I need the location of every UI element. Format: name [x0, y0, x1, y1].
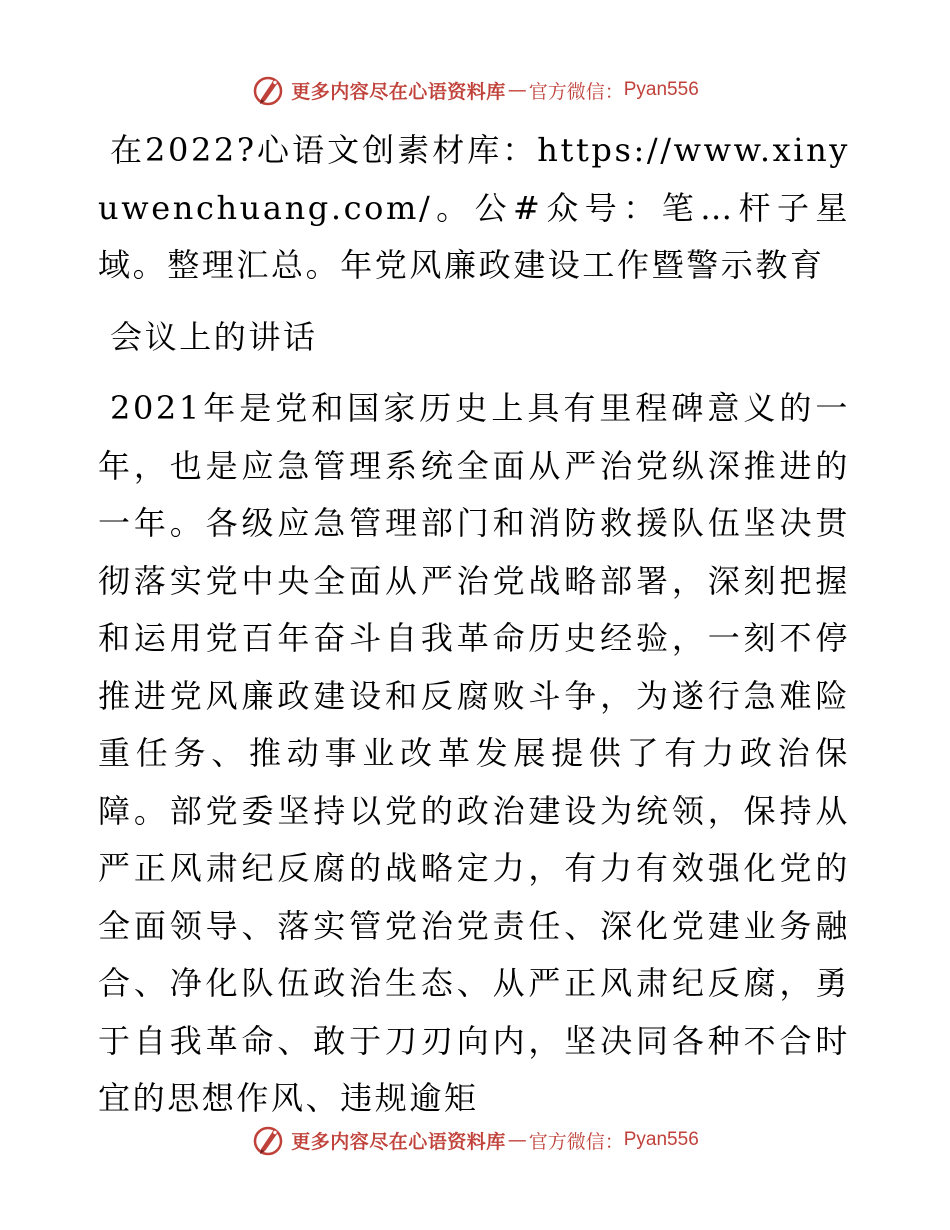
header-banner-separator: —	[507, 79, 527, 101]
header-banner-text: 更多内容尽在心语资料库	[291, 80, 506, 103]
header-banner-subtext: 官方微信：	[528, 80, 624, 103]
header-wechat-id: Pyan556	[623, 79, 699, 100]
footer-banner-separator: —	[507, 1129, 527, 1151]
header-banner	[0, 70, 950, 110]
body-paragraph: 2021年是党和国家历史上具有里程碑意义的一年，也是应急管理系统全面从严治党纵深推进的一年。各级应急管理部门和消防救援队伍坚决贯彻落实党中央全面从严治党战略部署，深刻把握和运用党百年奋斗自我革命历史经验，一刻不停推进党风廉政建设和反腐败斗争，为遂行急难险重任务、推动事业改革发展提供了有力政治保障。部党委坚持以党的政治建设为统领，保持从严正风肃纪反腐的战略定力，有力有效强化党的全面领导、落实管党治党责任、深化党建业务融合、净化队伍政治生态、从严正风肃纪反腐，勇于自我革命、敢于刀刃向内，坚决同各种不合时宜的思想作风、违规逾矩	[98, 389, 850, 1117]
footer-banner-subtext: 官方微信：	[528, 1130, 624, 1153]
footer-banner-text: 更多内容尽在心语资料库	[291, 1130, 506, 1153]
pen-circle-logo-icon	[251, 1123, 285, 1157]
intro-paragraph: 在2022?心语文创素材库：https://www.xinyuwenchuang.com/。公#众号：笔…杆子星域。整理汇总。年党风廉政建设工作暨警示教育	[98, 131, 850, 284]
title-line: 会议上的讲话	[110, 317, 318, 356]
footer-wechat-id: Pyan556	[623, 1129, 699, 1150]
pen-circle-logo-icon	[251, 73, 285, 107]
footer-banner	[0, 1120, 950, 1160]
document-body	[98, 122, 850, 1128]
